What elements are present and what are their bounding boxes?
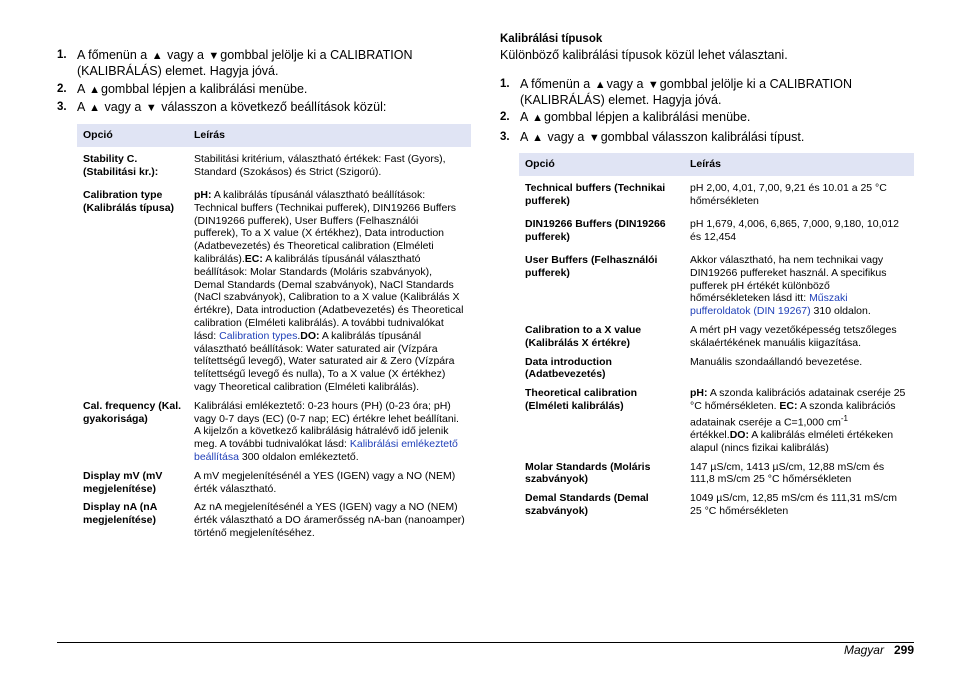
column-header: Opció [77,124,188,147]
down-arrow-icon: ▼ [208,50,220,62]
footer-language: Magyar [843,643,884,657]
up-arrow-icon: ▲ [532,132,544,144]
table-row: Technical buffers (Technikai pufferek) pH 2,00, 4,01, 7,00, 9,21 és 10.01 a 25 °C hőmérsékleten [525,182,887,207]
table-row: Theoretical calibration (Elméleti kalibrálás) pH: A szonda kalibrációs adatainak cseréje 25 °C hőmérsékleten. EC: A szonda kalibrációs adatainak cseréje a C=1,000 $cm^{-1}$ értékkel.DO: A kalibrálás elméleti értékeken alapul (nincs fizikai kalibrálás) [525,387,906,454]
table-row: User Buffers (Felhasználói pufferek) Akkor választható, ha nem technikai vagy DIN19266 puffereket használ. A specifikus pufferek pH értékét különböző hőmérsékleteken lásd itt: Műszaki pufferoldatok (DIN 19267) 310 oldalon. [525,254,887,318]
footer-divider [57,642,914,643]
table-row: DIN19266 Buffers (DIN19266 pufferek) pH 1,679, 4,006, 6,865, 7,000, 9,180, 10,012 és 12,454 [525,218,900,243]
up-arrow-icon: ▲ [89,102,101,114]
right-options-table [519,153,914,518]
calibration-reminder-link[interactable]: Kalibrálási emlékeztető beállítása [194,438,458,463]
column-header: Leírás [188,124,471,147]
table-row: Molar Standards (Moláris szabványok) 147 µS/cm, 1413 µS/cm, 12,88 mS/cm és 111,8 mS/cm 25 °C hőmérsékleten [525,460,885,486]
down-arrow-icon: ▼ [647,79,659,91]
table-row: Display mV (mV megjelenítése) A mV megjelenítésénél a YES (IGEN) vagy a NO (NEM) érték választható. [83,469,456,495]
table-row: Calibration to a X value (Kalibrálás X értékre) A mért pH vagy vezetőképesség tetszőleges skálaértékének manuális kiigazítása. [525,323,897,349]
table-row: Data introduction (Adatbevezetés) Manuális szondaállandó bevezetése. [525,355,863,381]
up-arrow-icon: ▲ [89,84,101,96]
calibration-types-link[interactable]: Calibration types [219,329,298,342]
page-footer [844,643,914,657]
table-row: Stability C. (Stabilitási kr.): Stabilitási kritérium, választható értékek: Fast (Gyors), Standard (Szokásos) és Strict (Szigorú). [83,153,446,178]
section-title: Kalibrálási típusok [500,33,603,45]
up-arrow-icon: ▲ [151,50,163,62]
page-number: 299 [893,643,914,657]
down-arrow-icon: ▼ [588,132,600,144]
column-header: Leírás [684,153,914,176]
table-row: Display nA (nA megjelenítése) Az nA megjelenítésénél a YES (IGEN) vagy a NO (NEM) érték választható a DO áramerősség nA-ban (nanoamper) történő megjelenítéséhez. [83,501,465,539]
left-options-table [77,124,471,540]
section-intro: Különböző kalibrálási típusok közül lehet választani. [500,48,788,62]
up-arrow-icon: ▲ [532,112,544,124]
table-row: Cal. frequency (Kal. gyakorisága) Kalibrálási emlékeztető: 0-23 hours (PH) (0-23 óra; pH) vagy 0-7 days (EC) (0-7 nap; EC) értékre lehet beállítani. A kijelzőn a következő kalibrálásig hátralévő idő jelenik meg. A további tudnivalókat lásd: Kalibrálási emlékeztető beállítása 300 oldalon emlékeztető. [83,399,459,463]
table-header-row [77,124,471,147]
table-header-row [519,153,914,176]
step-number: 1. [57,49,67,61]
table-row: Demal Standards (Demal szabványok) 1049 µS/cm, 12,85 mS/cm és 111,31 mS/cm 25 °C hőmérsékleten [525,492,897,518]
technical-buffers-link[interactable]: Műszaki pufferoldatok (DIN 19267) [690,292,848,318]
table-row: Calibration type (Kalibrálás típusa) pH: A kalibrálás típusánál választható beállítások: Technical buffers (Technikai pufferek), DIN19266 Buffers (DIN19266 pufferek), User Buffers (Felhasználói pufferek), To a X value (X értékhez), Data introduction (Adatbevezetés) és Theoretical calibration (Elméleti kalibrálás).EC: A kalibrálás típusánál választható beállítások: Molar Standards (Moláris szabványok), Demal Standards (Demal szabványok), NaCl Standards (NaCl szabványok), Calibration to a X value (Kalibrálás X értékre), Data introduction (Adatbevezetés) és Theoretical calibration (Elméleti kalibrálás). A további tudnivalókat lásd: Calibration types.DO: A kalibrálás típusánál választható beállítások: Water saturated air (Vízpára telítettségű levegő), Water saturated air & Zero (Vízpára telítettségű levegő és nulla), To a X value (X értékhez) vagy Theoretical calibration (Elméleti kalibrálás). [83,189,464,393]
down-arrow-icon: ▼ [145,102,157,114]
column-header: Opció [519,153,684,176]
up-arrow-icon: ▲ [594,79,606,91]
